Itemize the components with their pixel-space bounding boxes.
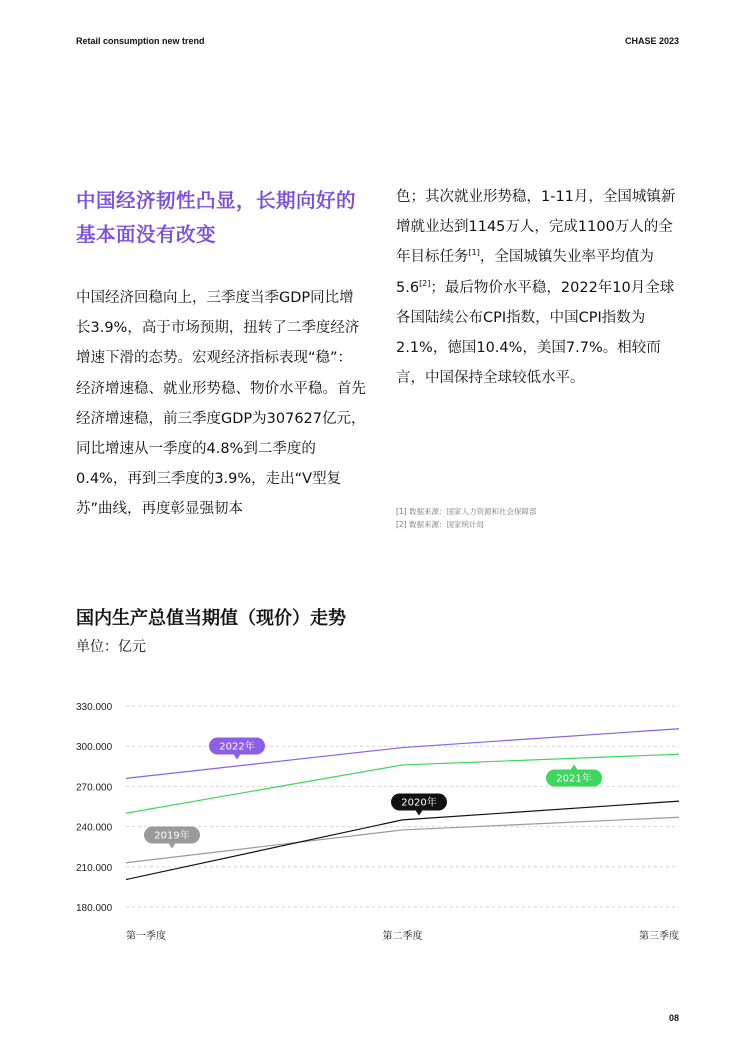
series-tag-pointer [168,843,176,849]
series-line-2020年 [126,801,679,879]
series-tag-pointer [233,754,241,760]
x-category-label: 第一季度 [126,931,166,942]
header-title: Retail consumption new trend [76,36,205,46]
section-title: 中国经济韧性凸显，长期向好的基本面没有改变 [76,189,357,246]
series-tag-label: 2020年 [401,797,437,809]
body-text-right-part3: ；最后物价水平稳，2022年10月全球各国陆续公布CPI指数，中国CPI指数为2.1%，德国10.4%，美国7.7%。相较而言，中国保持全球较低水平。 [396,279,675,387]
y-tick-label: 330.000 [76,702,113,713]
y-tick-label: 180.000 [76,903,113,914]
y-tick-label: 240.000 [76,822,113,834]
header-brand: CHASE 2023 [624,36,679,46]
y-tick-label: 270.000 [76,782,113,794]
footnote-2: [2] 数据来源：国家统计局 [396,520,485,529]
body-text-left: 中国经济回稳向上，三季度当季GDP同比增长3.9%，高于市场预期，扭转了二季度经济增速下滑的态势。宏观经济指标表现“稳”：经济增速稳、就业形势稳、物价水平稳。首先经济增速稳，前三季度GDP为307627亿元，同比增速从一季度的4.8%到二季度的0.4%，再到三季度的3.9%，走出“V型复苏”曲线，再度彰显强韧本 [76,290,366,518]
x-category-label: 第二季度 [382,931,423,942]
chart-title: 国内生产总值当期值（现价）走势 [76,608,346,629]
x-category-label: 第三季度 [639,931,679,942]
body-text-right-part2: ，全国城镇失业率平均值为5.6 [396,249,654,296]
series-line-2019年 [126,817,679,863]
body-text-right-part1: 色；其次就业形势稳，1-11月，全国城镇新增就业达到1145万人，完成1100万人的全年目标任务 [396,189,676,266]
footnotes [396,505,537,531]
series-tag-label: 2019年 [154,830,190,842]
body-text-right [396,182,686,393]
series-tag-label: 2021年 [556,773,592,785]
series-tag-pointer [415,810,423,816]
footnote-ref-1[interactable]: [1] [468,248,480,258]
series-tag-label: 2022年 [219,741,255,753]
series-tag-pointer [570,765,578,771]
chart-unit: 单位：亿元 [76,639,146,655]
footnote-1: [1] 数据来源：国家人力资源和社会保障部 [396,507,537,516]
page-number: 08 [668,1013,679,1023]
y-tick-label: 300.000 [76,742,113,754]
footnote-ref-2[interactable]: [2] [419,278,431,288]
y-tick-label: 210.000 [76,862,113,874]
gdp-line-chart [0,690,755,950]
